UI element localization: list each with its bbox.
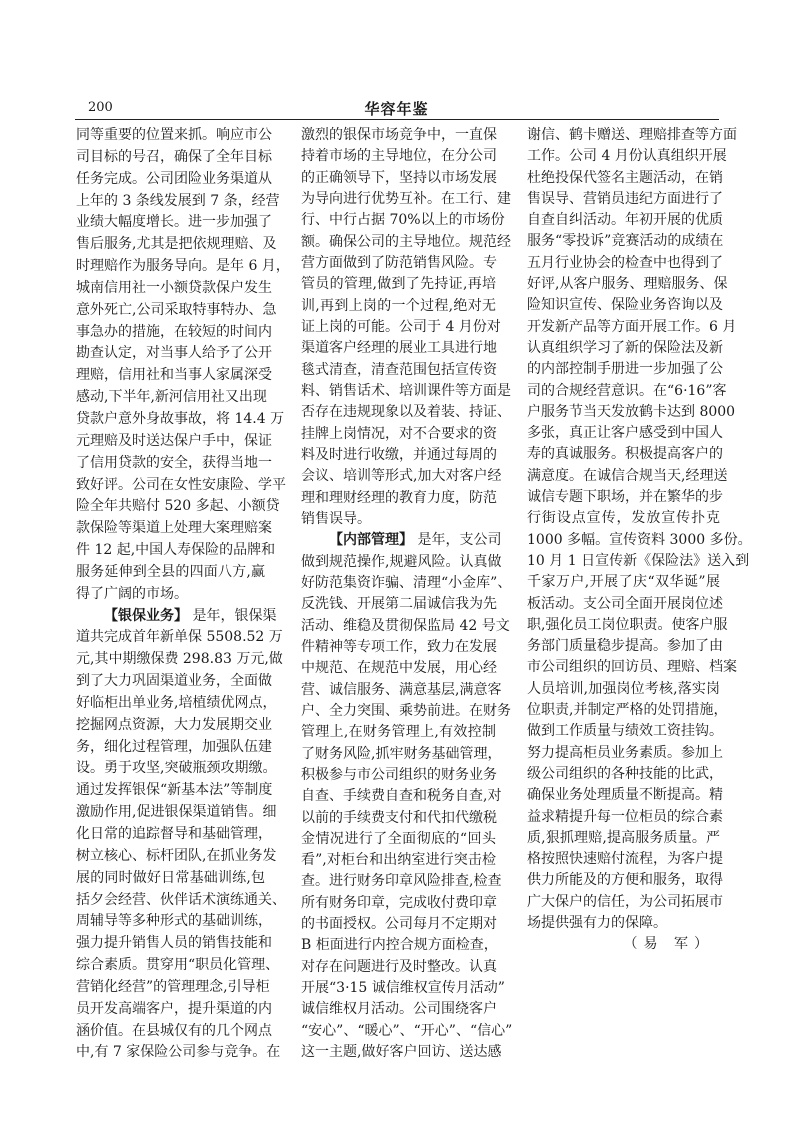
text-line [527, 572, 720, 593]
text-line [76, 911, 272, 932]
line-text: 的正确领导下，坚持以市场发展 [301, 169, 497, 186]
line-text: 司的合规经营意识。在“6·16”客 [527, 382, 727, 399]
line-text: 自查、手续费自查和税务自查,对 [301, 788, 502, 805]
line-text: 看”,对柜台和出纳室进行突击检 [301, 852, 496, 869]
text-line [527, 636, 723, 657]
line-text: 管员的管理,做到了先持证,再培 [301, 276, 496, 293]
text-line [301, 1042, 502, 1063]
line-text: 确保业务处理质量不断提高。精 [527, 787, 723, 804]
text-line [527, 700, 728, 721]
line-text: 营销化经营”的管理理念,引导柜 [76, 978, 270, 995]
line-text: 1000 多幅。宣传资料 3000 多份。 [527, 531, 752, 548]
text-line [301, 722, 496, 743]
text-line [527, 657, 737, 678]
text-line [527, 125, 737, 146]
text-line [527, 764, 723, 785]
text-line [527, 785, 723, 806]
line-text: 感动,下半年,新河信用社又出现 [76, 389, 267, 406]
text-line [301, 402, 511, 423]
line-text: 户、全力突围、乘势前进。在财务 [301, 702, 511, 719]
text-line [76, 453, 272, 474]
text-line [527, 295, 723, 316]
section-heading: 【内部管理】 [329, 532, 413, 549]
text-line [301, 1021, 513, 1042]
line-text: 位职责,并制定严格的处罚措施， [527, 702, 728, 719]
text-line [76, 649, 283, 670]
line-text: 职,强化员工岗位职责。使客户服 [527, 616, 728, 633]
line-text: 元理赔及时送达保户手中，保证 [76, 432, 272, 449]
text-line [76, 540, 276, 561]
text-line [301, 893, 496, 914]
text-line [76, 584, 265, 605]
line-text: 努力提高柜员业务素质。参加上 [527, 744, 723, 761]
line-text: 任务完成。公司团险业务渠道从 [76, 170, 272, 187]
text-line [301, 445, 496, 466]
line-text: 持着市场的主导地位，在分公司 [301, 148, 497, 165]
text-line [527, 870, 723, 891]
line-text: 否存在违规现象以及着装、持证、 [301, 404, 511, 421]
line-text: 展的同时做好日常基础训练,包 [76, 869, 265, 886]
text-line [76, 758, 277, 779]
text-line [76, 409, 285, 430]
text-line [527, 508, 720, 529]
text-line [76, 278, 272, 299]
line-text: 设。勇于攻坚,突破瓶颈攻期缴。 [76, 760, 277, 777]
text-line [76, 322, 272, 343]
text-line [527, 317, 737, 338]
text-line [76, 737, 272, 758]
text-line [527, 892, 723, 913]
text-line [527, 381, 727, 402]
text-line [527, 444, 723, 465]
line-text: 的书面授权。公司每月不定期对 [301, 916, 497, 933]
text-line [301, 168, 496, 189]
text-line [76, 627, 283, 648]
text-column-1 [76, 125, 290, 1064]
line-text: 强力提升销售人员的销售技能和 [76, 935, 272, 952]
author-signature [527, 934, 720, 955]
line-text: 得了广阔的市场。 [76, 585, 188, 602]
line-text: 管理上,在财务管理上,有效控制 [301, 724, 496, 741]
line-text: 料及时进行收缴，并通过每周的 [301, 446, 497, 463]
line-text: 时理赔作为服务导向。是年 6 月， [76, 258, 290, 275]
text-line [301, 232, 511, 253]
text-line [301, 573, 512, 594]
text-line [527, 679, 720, 700]
text-line [76, 147, 272, 168]
text-line [76, 387, 265, 408]
line-text: 城南信用社一小额贷款保户发生 [76, 279, 272, 296]
text-line [301, 999, 496, 1020]
text-line [301, 935, 496, 956]
text-line [527, 807, 723, 828]
line-text: 挂牌上岗情况，对不合要求的资 [301, 425, 497, 442]
line-text: 了信用贷款的安全，获得当地一 [76, 454, 272, 471]
text-line [76, 890, 286, 911]
line-text: 自查自纠活动。年初开展的优质 [527, 212, 723, 229]
line-text: 致好评。公司在女性安康险、学平 [76, 476, 286, 493]
text-line [76, 518, 272, 539]
text-line [76, 343, 272, 364]
text-line [76, 1021, 272, 1042]
text-line [527, 615, 728, 636]
text-line [76, 212, 272, 233]
text-line [76, 496, 280, 517]
line-text: 行、中行占据 70%以上的市场份 [301, 212, 505, 229]
line-text: B 柜面进行内控合规方面检查， [301, 937, 498, 954]
line-text: 金情况进行了全面彻底的“回头 [301, 830, 496, 847]
text-line [301, 871, 502, 892]
text-line [76, 300, 277, 321]
line-text: 售误导、营销员违纪方面进行了 [527, 190, 723, 207]
text-line [527, 189, 723, 210]
text-line [527, 253, 723, 274]
section-heading-line [301, 530, 502, 551]
text-line [301, 210, 505, 231]
line-text: 反洗钱、开展第二届诚信我为先 [301, 596, 497, 613]
text-line [301, 125, 496, 146]
line-text: 营、诚信服务、满意基层,满意客 [301, 681, 502, 698]
text-line [527, 721, 723, 742]
line-text: 证上岗的可能。公司于 4 月份对 [301, 318, 501, 335]
text-line [301, 296, 496, 317]
text-line [527, 551, 750, 572]
line-text: 业绩大幅度增长。进一步加强了 [76, 214, 272, 231]
text-line [76, 780, 273, 801]
line-text: 诚信专题下职场，并在繁华的步 [527, 489, 723, 506]
line-text: 渠道客户经理的展业工具进行地 [301, 340, 497, 357]
text-line [301, 978, 505, 999]
text-line [301, 914, 496, 935]
line-text: 务，细化过程管理，加强队伍建 [76, 738, 272, 755]
line-text: 料、销售话术、培训课件等方面是 [301, 382, 511, 399]
text-line [76, 475, 286, 496]
line-text: 市公司组织的回访员、理赔、档案 [527, 659, 737, 676]
page-number: 200 [88, 100, 113, 115]
text-line [76, 562, 265, 583]
line-text: 板活动。支公司全面开展岗位述 [527, 595, 723, 612]
line-text: 同等重要的位置来抓。响应市公 [76, 127, 272, 143]
text-line [527, 487, 723, 508]
text-line [76, 671, 272, 692]
line-text: 树立核心、标杆团队,在抓业务发 [76, 847, 277, 864]
line-text: 质,狠抓理赔,提高服务质量。严 [527, 829, 720, 846]
header-rule [75, 119, 719, 120]
line-text: 涵价值。在县城仅有的几个网点 [76, 1022, 272, 1039]
line-text: 开发新产品等方面开展工作。6 月 [527, 318, 737, 335]
line-text: 服务延伸到全县的四面八方,赢 [76, 563, 265, 580]
text-line [527, 828, 720, 849]
text-line [76, 715, 272, 736]
text-line [76, 431, 272, 452]
line-text: 勘查认定，对当事人给予了公开 [76, 345, 272, 362]
line-text: 是年，银保渠 [188, 607, 277, 624]
line-text: 广大保户的信任，为公司拓展市 [527, 893, 723, 910]
text-line [301, 189, 511, 210]
text-line [301, 338, 496, 359]
line-text: 周辅导等多种形式的基础训练， [76, 913, 272, 930]
line-text: 人员培训,加强岗位考核,落实岗 [527, 680, 720, 697]
line-text: 司目标的号召，确保了全年目标 [76, 148, 272, 165]
text-line [301, 680, 502, 701]
line-text: 级公司组织的各种技能的比武， [527, 765, 723, 782]
line-text: 的内部控制手册进一步加强了公 [527, 361, 723, 378]
text-line [76, 693, 277, 714]
line-text: 多张，真正让客户感受到中国人 [527, 425, 723, 442]
line-text: 供力所能及的方便和服务，取得 [527, 872, 723, 889]
text-line [76, 955, 280, 976]
text-line [527, 913, 720, 934]
line-text: 这一主题,做好客户回访、送达感 [301, 1044, 502, 1061]
text-line [301, 488, 496, 509]
text-line [527, 466, 728, 487]
text-line [301, 808, 496, 829]
line-text: 会议、培训等形式,加大对客户经 [301, 468, 502, 485]
line-text: 销售误导。 [301, 510, 371, 527]
text-line [301, 850, 496, 871]
line-text: 好临柜出单业务,培植绩优网点， [76, 694, 277, 711]
line-text: 通过发挥银保“新基本法”等制度 [76, 782, 273, 799]
line-text: 中规范、在规范中发展，用心经 [301, 660, 497, 677]
text-line [527, 594, 723, 615]
text-line [301, 957, 496, 978]
text-line [301, 637, 496, 658]
line-text: “安心”、“暖心”、“开心”、“信心” [301, 1022, 513, 1039]
line-text: 险全年共赔付 520 多起、小额贷 [76, 498, 280, 515]
text-line [76, 1042, 281, 1063]
text-line [301, 765, 496, 786]
line-text: 查。进行财务印章风险排查,检查 [301, 873, 502, 890]
line-text: 以前的手续费支付和代扣代缴税 [301, 809, 497, 826]
line-text: 险知识宣传、保险业务咨询以及 [527, 297, 723, 314]
line-text: 认真组织学习了新的保险法及新 [527, 339, 723, 356]
text-line [76, 256, 290, 277]
text-line [301, 146, 496, 167]
text-line [76, 169, 272, 190]
line-text: 理和理财经理的教育力度，防范 [301, 489, 497, 506]
text-line [301, 552, 502, 573]
text-line [76, 234, 277, 255]
text-line [527, 210, 723, 231]
text-line [76, 365, 272, 386]
text-line [301, 744, 502, 765]
text-line [76, 999, 272, 1020]
line-text: 意外死亡,公司采取特事特办、急 [76, 301, 277, 318]
line-text: 上年的 3 条线发展到 7 条，经营 [76, 192, 280, 209]
line-text: 括夕会经营、伙伴话术演练通关、 [76, 891, 286, 908]
line-text: 满意度。在诚信合规当天,经理送 [527, 467, 728, 484]
text-line [301, 829, 496, 850]
line-text: 理赔，信用社和当事人家属深受 [76, 367, 272, 384]
text-line [301, 274, 496, 295]
line-text: 10 月 1 日宣传新《保险法》送入到 [527, 552, 750, 569]
line-text: 好防范集资诈骗、清理“小金库”、 [301, 574, 512, 591]
line-text: 开展“3·15 诚信维权宣传月活动” [301, 980, 505, 997]
line-text: 是年，支公司 [413, 532, 502, 549]
text-line [76, 824, 272, 845]
line-text: 元,其中期缴保费 298.83 万元,做 [76, 651, 283, 668]
line-text: 款保险等渠道上处理大案理赔案 [76, 520, 272, 537]
text-line [527, 402, 736, 423]
text-line [301, 786, 502, 807]
line-text: 了财务风险,抓牢财务基础管理， [301, 745, 502, 762]
line-text: 事急办的措施，在较短的时间内 [76, 323, 272, 340]
line-text: 行街设点宣传，发放宣传扑克 [527, 510, 720, 527]
text-line [527, 146, 727, 167]
text-line [301, 360, 496, 381]
line-text: 道共完成首年新单保 5508.52 万 [76, 629, 283, 646]
line-text: 中,有 7 家保险公司参与竞争。在 [76, 1044, 281, 1061]
text-line [301, 317, 501, 338]
text-line [76, 125, 272, 146]
line-text: 到了大力巩固渠道业务，全面做 [76, 673, 272, 690]
text-line [301, 253, 496, 274]
text-line [527, 274, 728, 295]
line-text: 务部门质量稳步提高。参加了由 [527, 638, 723, 655]
line-text: 服务“零投诉”竞赛活动的成绩在 [527, 233, 724, 250]
text-line [527, 231, 724, 252]
line-text: 额。确保公司的主导地位。规范经 [301, 233, 511, 250]
text-line [301, 381, 511, 402]
line-text: 毯式清查，清查范围包括宣传资 [301, 361, 497, 378]
line-text: 活动、维稳及贯彻保监局 42 号文 [301, 617, 510, 634]
text-line [301, 658, 496, 679]
line-text: 件 12 起,中国人寿保险的品牌和 [76, 542, 276, 559]
line-text: 综合素质。贯穿用“职员化管理、 [76, 957, 280, 974]
line-text: 售后服务,尤其是把依规理赔、及 [76, 236, 277, 253]
line-text: 贷款户意外身故事故，将 14.4 万 [76, 410, 285, 427]
line-text: 积极参与市公司组织的财务业务 [301, 766, 497, 783]
line-text: 件精神等专项工作，致力在发展 [301, 638, 497, 655]
text-line [301, 509, 496, 530]
line-text: （易 军） [623, 936, 714, 953]
line-text: 益求精提升每一位柜员的综合素 [527, 808, 723, 825]
line-text: 营方面做到了防范销售风险。专 [301, 254, 497, 271]
section-heading: 【银保业务】 [104, 607, 188, 624]
line-text: 寿的真诚服务。积极提高客户的 [527, 446, 723, 463]
line-text: 户服务节当天发放鹤卡达到 8000 [527, 403, 736, 420]
line-text: 工作。公司 4 月份认真组织开展 [527, 148, 727, 165]
text-line [527, 359, 723, 380]
line-text: 激励作用,促进银保渠道销售。细 [76, 804, 277, 821]
line-text: 所有财务印章，完成收付费印章 [301, 894, 497, 911]
line-text: 做到规范操作,规避风险。认真做 [301, 553, 502, 570]
line-text: 挖掘网点资源，大力发展期交业 [76, 716, 272, 733]
text-line [301, 594, 496, 615]
line-text: 千家万户,开展了庆“双华诞”展 [527, 574, 720, 591]
text-line [76, 191, 280, 212]
text-line [76, 802, 277, 823]
text-line [76, 933, 272, 954]
line-text: 训,再到上岗的一个过程,绝对无 [301, 297, 496, 314]
text-line [76, 846, 277, 867]
line-text: 诚信维权月活动。公司围绕客户 [301, 1001, 497, 1018]
text-line [76, 868, 265, 889]
line-text: 格按照快速赔付流程，为客户提 [527, 851, 723, 868]
text-line [527, 849, 723, 870]
text-line [301, 466, 502, 487]
line-text: 为导向进行优势互补。在工行、建 [301, 190, 511, 207]
line-text: 好评,从客户服务、理赔服务、保 [527, 276, 728, 293]
text-line [301, 424, 496, 445]
section-heading-line [76, 606, 277, 627]
text-line [527, 168, 723, 189]
text-column-2 [301, 125, 513, 1064]
text-line [301, 701, 511, 722]
line-text: 化日常的追踪督导和基础管理， [76, 826, 272, 842]
text-column-3 [527, 125, 752, 956]
running-title: 华容年鉴 [364, 100, 429, 118]
text-line [527, 743, 723, 764]
text-line [527, 423, 723, 444]
line-text: 杜绝投保代签名主题活动，在销 [527, 169, 723, 186]
line-text: 激烈的银保市场竞争中，一直保 [301, 127, 497, 143]
text-line [301, 616, 510, 637]
text-line [527, 338, 723, 359]
line-text: 谢信、鹤卡赠送、理赔排查等方面 [527, 127, 737, 143]
line-text: 五月行业协会的检查中也得到了 [527, 254, 723, 271]
line-text: 对存在问题进行及时整改。认真 [301, 958, 497, 975]
line-text: 做到工作质量与绩效工资挂钩。 [527, 723, 723, 740]
text-line [76, 977, 270, 998]
line-text: 场提供强有力的保障。 [527, 914, 667, 931]
line-text: 员开发高端客户，提升渠道的内 [76, 1000, 272, 1017]
text-line [527, 530, 752, 551]
